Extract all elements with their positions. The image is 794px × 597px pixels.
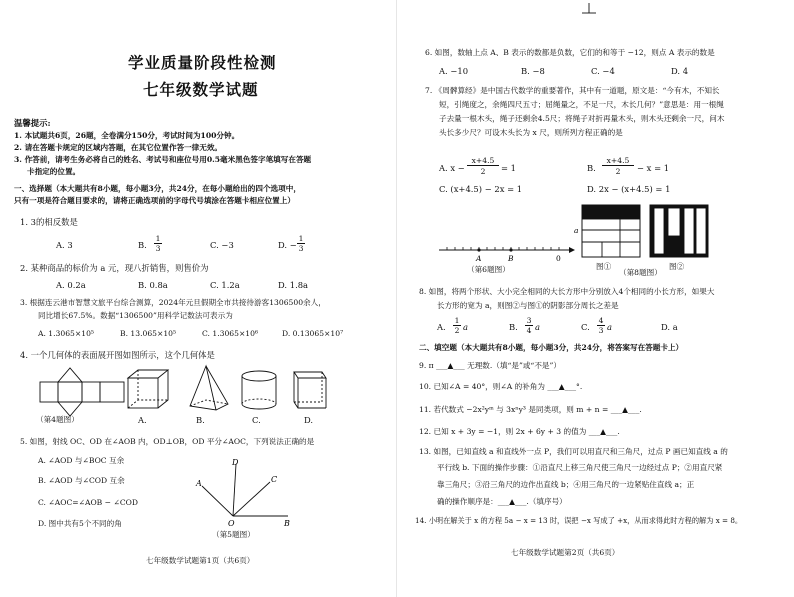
question-10: 10. 已知∠A = 40°，则∠A 的补角为 ___▲___°. xyxy=(419,382,583,391)
q8-rectangle-figures xyxy=(572,202,717,262)
q8-figure-2 xyxy=(650,205,708,257)
q1-option-c: C. −3 xyxy=(210,240,234,250)
question-13-line: 确的操作顺序是：___▲___.（填序号） xyxy=(437,497,567,506)
point-b xyxy=(509,248,512,251)
q8-c-numerator: 4 xyxy=(598,316,604,325)
q5-option-c: C. ∠AOC=∠AOB − ∠COD xyxy=(38,498,138,507)
question-2-stem: 2. 某种商品的标价为 a 元，现八折销售，则售价为 xyxy=(20,263,209,273)
ray-oc xyxy=(233,482,270,516)
q3-option-c: C. 1.3065×10⁶ xyxy=(202,329,259,338)
q1-option-b: B. xyxy=(138,240,147,250)
q7-b-tail: − x = 1 xyxy=(637,163,670,173)
question-6-stem: 6. 如图，数轴上点 A、B 表示的数都是负数，它们的和等于 −12，则点 A 表示的数是 xyxy=(425,48,715,57)
question-7-line: 7. 《周髀算经》是中国古代数学的重要著作，其中有一道题，原文是：“今有木，不知长 xyxy=(425,86,720,95)
q7-b-denominator: 2 xyxy=(615,167,621,176)
notice-line: 2. 请在答题卡规定的区域内答题，在其它位置作答一律无效。 xyxy=(14,143,223,152)
question-8-stem: 长方形的宽为 a，则图②与图①的阴影部分周长之差是 xyxy=(437,301,619,310)
question-13-line: 平行线 b. 下面的操作步骤：①沿直尺上移三角尺使三角尺一边经过点 P；②用直尺紧 xyxy=(437,463,723,472)
q3-option-b: B. 13.065×10⁵ xyxy=(120,329,177,338)
q8-caption-fig2: 图② xyxy=(669,262,685,271)
question-11: 11. 若代数式 −2x²yᵐ 与 3xⁿy³ 是同类项，则 m + n = ___▲___. xyxy=(419,405,642,414)
question-5-stem: 5. 如图，射线 OC、OD 在∠AOB 内，OD⊥OB，OD 平分∠AOC，下列说法正确的是 xyxy=(20,437,315,446)
q1-option-a: A. 3 xyxy=(56,240,73,250)
q6-option-d: D. 4 xyxy=(671,66,689,76)
label-b: B xyxy=(284,519,290,528)
question-13-line: 靠三角尺；③沿三角尺的边作出直线 b；④用三角尺的一边紧贴住直线 a；正 xyxy=(437,480,695,489)
exam-page-2 xyxy=(397,0,794,597)
question-3-stem: 3. 根据连云港市智慧文旅平台综合测算，2024年元旦假期全市共接待游客1306500余人， xyxy=(20,298,326,307)
q1-option-d: D. − xyxy=(278,240,297,250)
q8-option-a: A. xyxy=(437,322,446,332)
exam-subtitle: 七年级数学试题 xyxy=(143,81,259,99)
q8-figure-caption: （第8题图） xyxy=(619,268,662,277)
section-heading-choice: 只有一项是符合题目要求的，请将正确选项前的字母代号填涂在答题卡相应位置上） xyxy=(14,196,295,205)
q4-option-a: A. xyxy=(138,415,147,425)
q7-option-b: B. xyxy=(587,163,596,173)
label-c: C xyxy=(271,475,278,484)
q8-caption-fig1: 图① xyxy=(596,262,612,271)
q8-option-c: C. xyxy=(581,322,590,332)
q1-d-numerator: 1 xyxy=(298,234,304,243)
question-4-stem: 4. 一个几何体的表面展开图如图所示，这个几何体是 xyxy=(20,350,215,360)
q3-option-d: D. 0.13065×10⁷ xyxy=(282,329,344,338)
q2-option-d: D. 1.8a xyxy=(278,280,309,290)
binding-mark-icon xyxy=(582,3,596,15)
label-b: B xyxy=(508,254,514,263)
label-width-a: a xyxy=(574,226,579,235)
q8-b-numerator: 3 xyxy=(526,316,532,325)
q7-option-a: A. x − xyxy=(439,163,465,173)
q7-option-c: C. (x+4.5) − 2x = 1 xyxy=(439,184,523,194)
q8-c-tail: a xyxy=(607,322,612,332)
question-1-stem: 1. 3的相反数是 xyxy=(20,217,78,227)
q5-option-b: B. ∠AOD 与∠COD 互余 xyxy=(38,476,125,485)
label-a: A xyxy=(196,479,202,488)
q5-option-d: D. 图中共有5个不同的角 xyxy=(38,519,122,528)
question-7-line: 短，引绳度之，余绳四尺五寸；屈绳量之，不足一尺，木长几何？”意思是：用一根绳 xyxy=(439,100,724,109)
q6-figure-caption: （第6题图） xyxy=(467,265,510,274)
question-8-stem: 8. 如图，将两个形状、大小完全相同的大长方形中分别放入4个相同的小长方形，如果大 xyxy=(419,287,715,296)
q4-option-b: B. xyxy=(196,415,205,425)
q8-option-b: B. xyxy=(509,322,518,332)
q4-net-figure xyxy=(40,368,124,416)
triangular-prism-figure xyxy=(294,372,326,408)
cube-figure xyxy=(128,370,168,408)
q6-option-c: C. −4 xyxy=(591,66,615,76)
q4-figure-caption: （第4题图） xyxy=(36,415,79,424)
q1-d-denominator: 3 xyxy=(298,244,304,253)
pyramid-figure xyxy=(190,366,228,410)
ray-od xyxy=(233,464,236,516)
label-zero: 0 xyxy=(556,254,561,263)
label-o: O xyxy=(228,519,235,528)
question-13-line: 13. 如图，已知直线 a 和直线外一点 P，我们可以用直尺和三角尺，过点 P 画已知直线 a 的 xyxy=(419,447,728,456)
q8-b-tail: a xyxy=(535,322,540,332)
q7-option-d: D. 2x − (x+4.5) = 1 xyxy=(587,184,671,194)
notice-line: 3. 作答前，请考生务必将自己的姓名、考试号和座位号用0.5毫米黑色签字笔填写在答题 xyxy=(14,155,312,164)
q5-option-a: A. ∠AOD 与∠BOC 互余 xyxy=(38,456,125,465)
q8-b-denominator: 4 xyxy=(526,326,532,335)
q5-figure-caption: （第5题图） xyxy=(212,530,255,539)
notice-line: 1. 本试题共6页，26题，全卷满分150分，考试时间为100分钟。 xyxy=(14,131,240,140)
q8-a-tail: a xyxy=(463,322,468,332)
q7-a-numerator: x+4.5 xyxy=(467,156,499,166)
q2-option-c: C. 1.2a xyxy=(210,280,240,290)
q4-option-c: C. xyxy=(252,415,261,425)
q8-a-denominator: 2 xyxy=(454,326,460,335)
q8-option-d: D. a xyxy=(661,322,678,332)
section-heading-choice: 一、选择题（本大题共有8小题，每小题3分，共24分，在每小题给出的四个选项中， xyxy=(14,184,301,193)
question-3-stem: 同比增长67.5%。数据“1306500”用科学记数法可表示为 xyxy=(38,311,233,320)
section-heading-fill: 二、填空题（本大题共有8小题，每小题3分，共24分，将答案写在答题卡上） xyxy=(419,343,684,352)
page-footer-2: 七年级数学试题第2页（共6页） xyxy=(511,548,620,557)
ray-oa xyxy=(202,486,233,516)
question-7-line: 头长多少尺？可设木头长为 x 尺，则所列方程正确的是 xyxy=(439,128,623,137)
label-d: D xyxy=(232,458,239,467)
page-footer-1: 七年级数学试题第1页（共6页） xyxy=(146,556,255,565)
exam-title: 学业质量阶段性检测 xyxy=(128,54,277,72)
q6-option-b: B. −8 xyxy=(521,66,545,76)
label-a: A xyxy=(476,254,482,263)
q3-option-a: A. 1.3065×10⁵ xyxy=(38,329,94,338)
q1-b-numerator: 1 xyxy=(155,234,161,243)
notice-line: 卡指定的位置。 xyxy=(27,167,81,176)
question-7-line: 子去量一根木头，绳子还剩余4.5尺；将绳子对折再量木头，则木头还剩余一尺，问木 xyxy=(439,114,725,123)
q7-a-tail: = 1 xyxy=(501,163,517,173)
cylinder-figure xyxy=(242,371,276,409)
question-12: 12. 已知 x + 3y = −1，则 2x + 6y + 3 的值为 ___▲___. xyxy=(419,427,620,436)
q2-option-a: A. 0.2a xyxy=(56,280,86,290)
q8-a-numerator: 1 xyxy=(454,316,460,325)
point-a xyxy=(477,248,480,251)
notice-heading: 温馨提示: xyxy=(14,118,51,128)
q7-a-denominator: 2 xyxy=(480,167,486,176)
q1-b-denominator: 3 xyxy=(155,244,161,253)
q6-option-a: A. −10 xyxy=(439,66,469,76)
q4-figures xyxy=(30,364,380,434)
q8-c-denominator: 3 xyxy=(598,326,604,335)
q2-option-b: B. 0.8a xyxy=(138,280,168,290)
q5-angle-figure xyxy=(188,456,308,528)
q7-b-numerator: x+4.5 xyxy=(602,156,634,166)
question-9: 9. π ___▲___ 无理数.（填“是”或“不是”） xyxy=(419,361,561,370)
q8-figure-1 xyxy=(582,205,640,257)
q4-option-d: D. xyxy=(304,415,314,425)
question-14: 14. 小明在解关于 x 的方程 5a − x = 13 时，误把 −x 写成了 +x，从而求得此时方程的解为 x = 8。 xyxy=(415,516,743,525)
